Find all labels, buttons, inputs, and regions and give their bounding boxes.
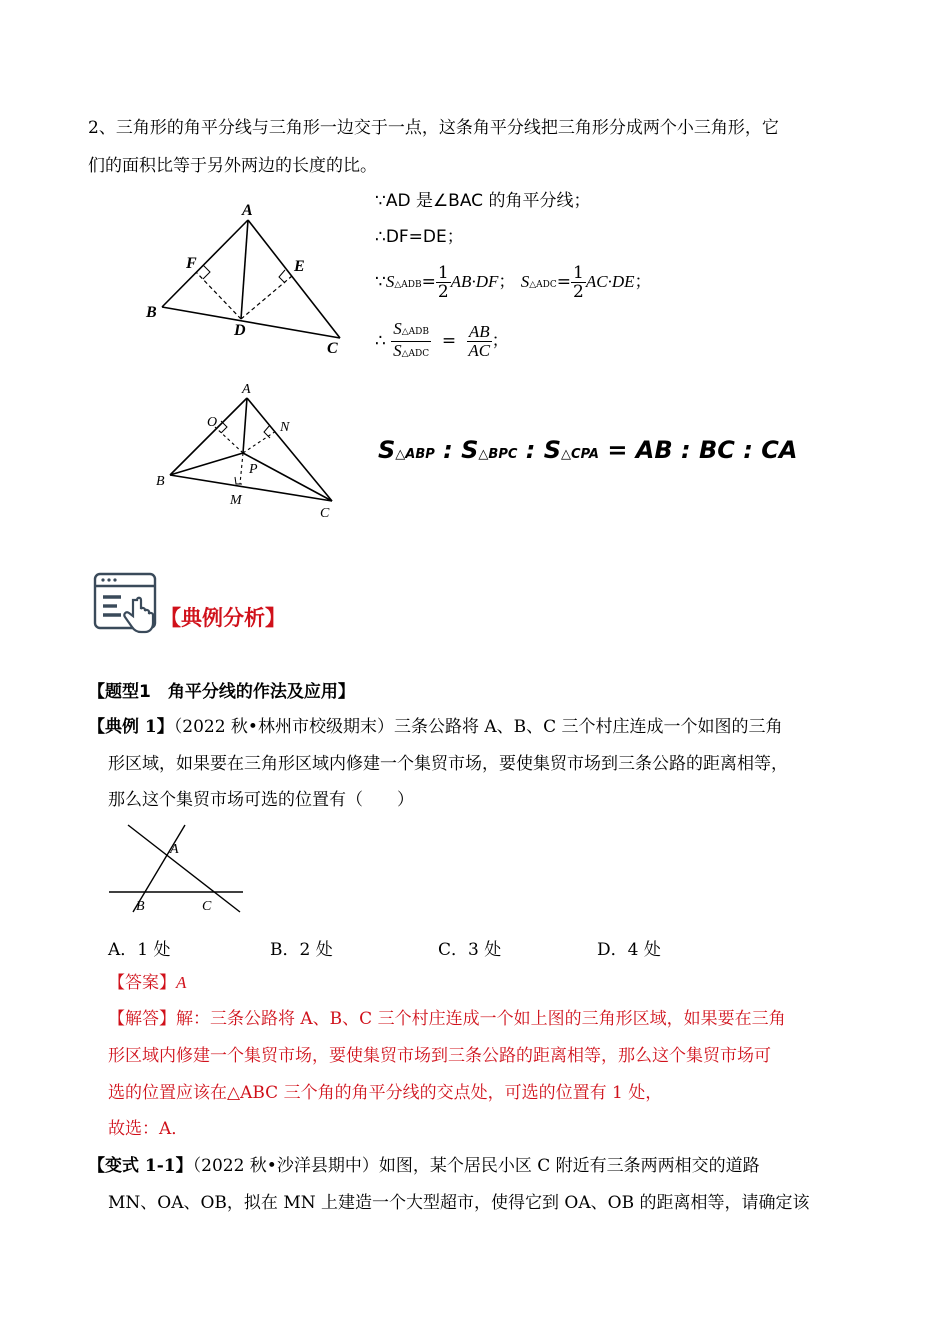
- fig2-label-m: M: [230, 493, 242, 508]
- solution-tag: 【解答】: [108, 1009, 176, 1029]
- fig1-label-e: E: [294, 258, 305, 275]
- fig2-seg-ap: [243, 398, 247, 453]
- fig2-perp-pm: [240, 453, 243, 484]
- fig3-label-a: A: [170, 842, 179, 857]
- fig1-label-d: D: [234, 322, 246, 339]
- proof-step1: ∵AD 是∠BAC 的角平分线；: [375, 191, 591, 211]
- example1-line1: 【典例 1】（2022 秋•林州市校级期末）三条公路将 A、B、C 三个村庄连成一个如图的三角: [88, 717, 783, 737]
- figure-angle-bisector: [140, 195, 360, 360]
- fraction-half-2: $\frac{1}{2}$: [573, 263, 584, 302]
- fig3-label-b: B: [136, 899, 145, 914]
- solution-line3: 选的位置应该在△ABC 三个角的角平分线的交点处，可选的位置有 1 处，: [108, 1083, 663, 1103]
- area-ratio-formula: S△ABP : S△BPC : S△CPA = AB : BC : CA: [378, 436, 798, 464]
- fig1-side-bc: [162, 307, 340, 338]
- variant-line2: MN、OA、OB，拟在 MN 上建造一个大型超市，使得它到 OA、OB 的距离相等，请确定该: [108, 1193, 810, 1213]
- fig1-right-angle-e: [279, 270, 285, 283]
- browser-hand-pointer-icon: [93, 572, 159, 638]
- fig1-right-angle-f: [203, 265, 210, 279]
- fraction-side-ratio: $\frac{AB}{AC}$: [468, 322, 491, 360]
- fig1-label-a: A: [242, 202, 253, 219]
- fig1-label-b: B: [146, 304, 157, 321]
- topic-heading: 【题型1 角平分线的作法及应用】: [88, 682, 355, 702]
- example1-line2: 形区域，如果要在三角形区域内修建一个集贸市场，要使集贸市场到三条公路的距离相等，: [108, 754, 788, 774]
- fig2-side-ac: [247, 398, 332, 501]
- fraction-area-ratio: $\frac{\text{S△ADB}}{\text{S△ADC}}$: [393, 319, 430, 360]
- option-c[interactable]: C．3 处: [438, 940, 502, 960]
- fig2-perp-po: [215, 427, 243, 453]
- example1-tag: 【典例 1】: [88, 717, 174, 737]
- fig1-side-ab: [162, 220, 248, 307]
- option-b[interactable]: B．2 处: [270, 940, 333, 960]
- fig2-label-n: N: [280, 420, 290, 435]
- fig1-label-c: C: [327, 340, 338, 357]
- fig2-label-b: B: [156, 474, 165, 489]
- fig2-label-a: A: [242, 382, 251, 397]
- proof-step3: ∵S△ADB= $\frac{1}{2}$ AB·DF； S△ADC= $\frac{1}{2}$ AC·DE；: [375, 263, 652, 302]
- solution-line4: 故选：A．: [108, 1119, 189, 1139]
- solution-line2: 形区域内修建一个集贸市场，要使集贸市场到三条公路的距离相等，那么这个集贸市场可: [108, 1046, 771, 1066]
- answer-tag: 【答案】: [108, 973, 176, 993]
- fraction-half-1: $\frac{1}{2}$: [437, 263, 449, 302]
- fig2-label-p: P: [249, 462, 258, 477]
- fig1-perp-df: [196, 272, 241, 319]
- variant-line1: 【变式 1-1】（2022 秋•沙洋县期中）如图，某个居民小区 C 附近有三条两两相交的道路: [88, 1156, 760, 1176]
- fig1-bisector-ad: [241, 220, 248, 319]
- example1-line3: 那么这个集贸市场可选的位置有（ ）: [108, 790, 414, 810]
- section2-line1: 2、三角形的角平分线与三角形一边交于一点，这条角平分线把三角形分成两个小三角形，它: [88, 118, 779, 138]
- proof-step4: ∴ $\frac{\text{S△ADB}}{\text{S△ADC}}$ = $\frac{AB}{AC}$ ；: [375, 318, 509, 364]
- fig3-label-c: C: [202, 899, 212, 914]
- figure-incenter: [150, 378, 350, 528]
- proof-step2: ∴DF=DE；: [375, 227, 464, 247]
- answer-value: A: [176, 973, 187, 992]
- fig2-perp-pn: [243, 431, 276, 453]
- fig1-side-ac: [248, 220, 340, 338]
- fig2-label-c: C: [320, 506, 330, 521]
- fig1-label-f: F: [186, 255, 197, 272]
- fig3-road-1: [128, 825, 240, 912]
- option-d[interactable]: D．4 处: [597, 940, 661, 960]
- answer-line: [108, 972, 186, 994]
- option-a[interactable]: A．1 处: [108, 940, 171, 960]
- variant-tag: 【变式 1-1】: [88, 1156, 193, 1176]
- section2-line2: 们的面积比等于另外两边的长度的比。: [88, 156, 377, 176]
- solution-line1: 【解答】解：三条公路将 A、B、C 三个村庄连成一个如上图的三角形区域，如果要在三角: [108, 1009, 786, 1029]
- figure-three-roads: [105, 820, 250, 915]
- fig2-label-o: O: [207, 415, 218, 430]
- banner-title: 【典例分析】: [160, 606, 286, 630]
